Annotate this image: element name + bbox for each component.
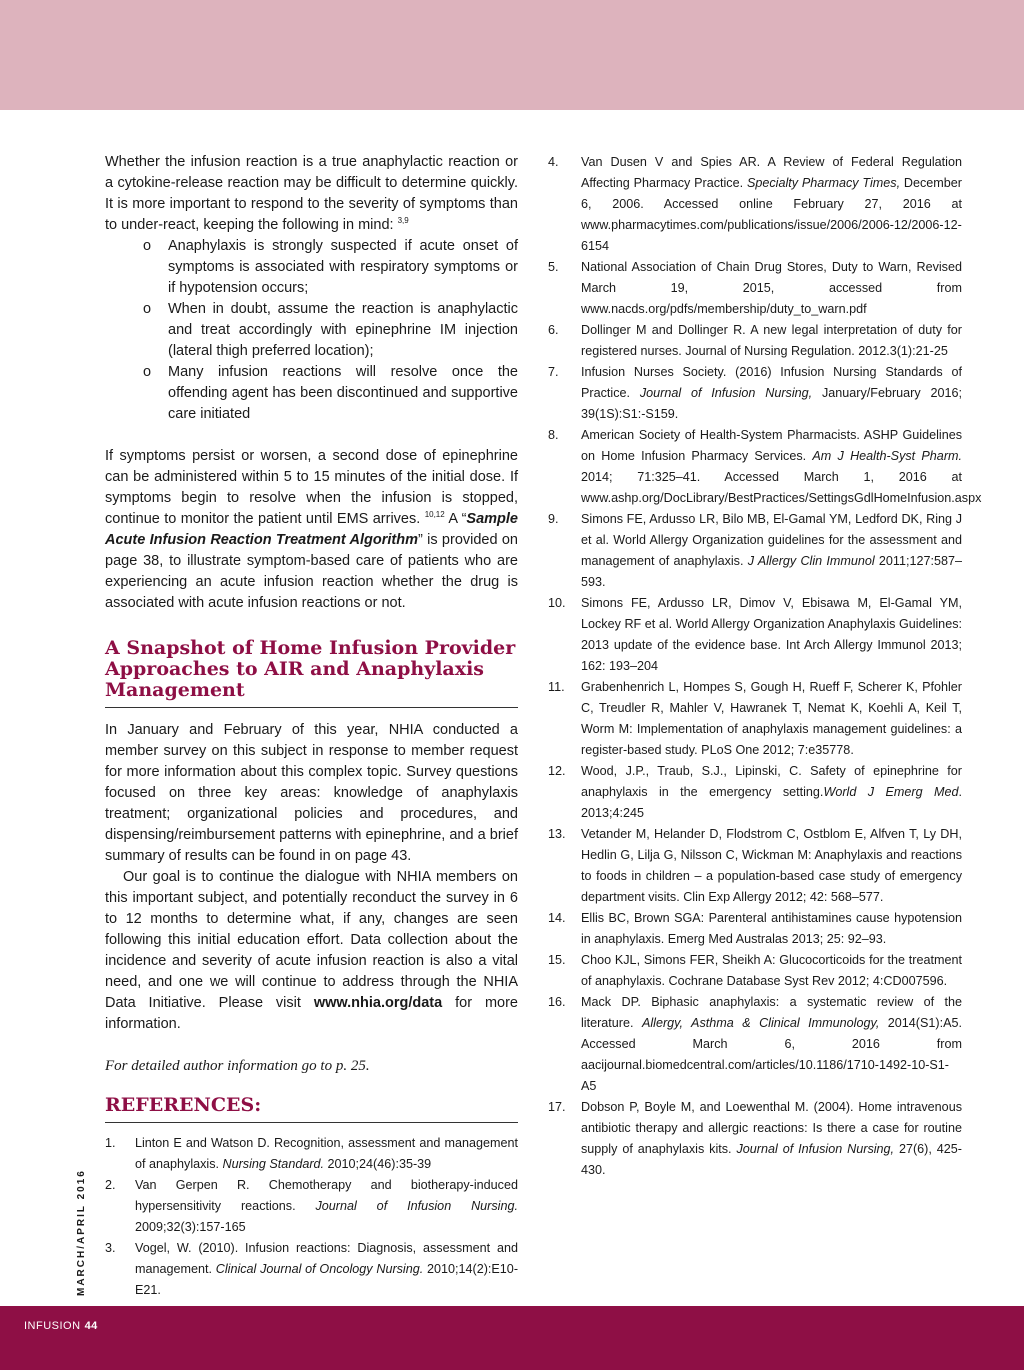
reference-item: 1. Linton E and Watson D. Recognition, assessment and management of anaphylaxis. Nursing Standard. 2010;24(46):35-39 xyxy=(105,1136,518,1171)
bullet-list xyxy=(105,236,518,425)
reference-item: 8. American Society of Health-System Pharmacists. ASHP Guidelines on Home Infusion Pharmacy Services. Am J Health-Syst Pharm. 2014; 71:325–41. Accessed March 1, 2016 at www.ashp.org/DocLibrary/BestPractices/SettingsGdlHomeInfusion.aspx xyxy=(548,428,982,505)
reference-item: 14. Ellis BC, Brown SGA: Parenteral antihistamines cause hypotension in anaphylaxis. Emerg Med Australas 2013; 25: 92–93. xyxy=(548,911,962,946)
author-note: For detailed author information go to p. 25. xyxy=(105,1058,370,1074)
survey-paragraph: In January and February of this year, NHIA conducted a member survey on this subject in response to member request for more information about this complex topic. Survey questions focused on three key areas: knowledge of anaphylaxis treatment; organizational policies and procedures, and dispensing/reimbursement patterns with epinephrine, and a brief summary of results can be found in on page 43. xyxy=(105,722,518,864)
reference-item: 15. Choo KJL, Simons FER, Sheikh A: Glucocorticoids for the treatment of anaphylaxis. Cochrane Database Syst Rev 2012; 4:CD007596. xyxy=(548,953,962,988)
footer-band xyxy=(0,1306,1024,1370)
reference-item: 7. Infusion Nurses Society. (2016) Infusion Nursing Standards of Practice. Journal of Infusion Nursing, January/February 2016; 39(1S):S1:-S159. xyxy=(548,365,962,421)
header-band xyxy=(0,0,1024,110)
epinephrine-paragraph: If symptoms persist or worsen, a second dose of epinephrine can be administered within 5 to 15 minutes of the initial dose. If symptoms begin to resolve when the infusion is stopped, continue to monitor the patient until EMS arrives. $^{10,12}$ A “Sample Acute Infusion Reaction Treatment Algorithm” is provided on page 38, to illustrate symptom-based care of patients who are experiencing an acute infusion reaction whether the drug is associated with acute infusion reactions or not. xyxy=(105,448,519,611)
list-item: o Many infusion reactions will resolve once the offending agent has been discontinued and supportive care initiated xyxy=(143,364,518,422)
reference-item: 3. Vogel, W. (2010). Infusion reactions: Diagnosis, assessment and management. Clinical Journal of Oncology Nursing. 2010;14(2):E10-E21. xyxy=(105,1241,519,1297)
reference-list-right xyxy=(548,152,982,1181)
footer-brand xyxy=(24,1320,98,1332)
left-column xyxy=(105,152,518,1301)
reference-item: 6. Dollinger M and Dollinger R. A new legal interpretation of duty for registered nurses. Journal of Nursing Regulation. 2012.3(1):21-25 xyxy=(548,323,962,358)
reference-item: 5. National Association of Chain Drug Stores, Duty to Warn, Revised March 19, 2015, accessed from www.nacds.org/pdfs/membership/duty_to_warn.pdf xyxy=(548,260,962,316)
page-number: 44 xyxy=(84,1320,98,1332)
brand-logo: INFUSION xyxy=(24,1320,81,1332)
reference-item: 9. Simons FE, Ardusso LR, Bilo MB, El-Gamal YM, Ledford DK, Ring J et al. World Allergy Organization guidelines for the assessment and management of anaphylaxis. J Allergy Clin Immunol 2011;127:587–593. xyxy=(548,512,962,589)
reference-item: 13. Vetander M, Helander D, Flodstrom C, Ostblom E, Alfven T, Ly DH, Hedlin G, Lilja G, Nilsson C, Wickman M: Anaphylaxis and reactions to foods in children – a population-based case study of emergency department visits. Clin Exp Allergy 2012; 42: 568–577. xyxy=(548,827,962,904)
references-heading: REFERENCES: xyxy=(105,1095,518,1123)
reference-item: 4. Van Dusen V and Spies AR. A Review of Federal Regulation Affecting Pharmacy Practice. Specialty Pharmacy Times, December 6, 2006. Accessed online February 27, 2016 at www.pharmacytimes.com/publications/issue/2006/2006-12/2006-12-6154 xyxy=(548,155,962,253)
right-column xyxy=(548,152,982,1181)
reference-item: 12. Wood, J.P., Traub, S.J., Lipinski, C. Safety of epinephrine for anaphylaxis in the emergency setting.World J Emerg Med. 2013;4:245 xyxy=(548,764,962,820)
reference-item: 16. Mack DP. Biphasic anaphylaxis: a systematic review of the literature. Allergy, Asthma & Clinical Immunology, 2014(S1):A5. Accessed March 6, 2016 from aacijournal.biomedcentral.com/articles/10.1186/1710-1492-10-S1-A5 xyxy=(548,995,962,1093)
section-heading: A Snapshot of Home Infusion Provider Approaches to AIR and Anaphylaxis Management xyxy=(105,638,518,708)
issue-date-label: MARCH/APRIL 2016 xyxy=(76,1169,87,1296)
reference-list-left xyxy=(105,1133,518,1301)
reference-item: 11. Grabenhenrich L, Hompes S, Gough H, Rueff F, Scherer K, Pfohler C, Treudler R, Mahler V, Hawranek T, Nemat K, Koehli A, Keil T, Worm M: Implementation of anaphylaxis management guidelines: a register-based study. PLoS One 2012; 7:e35778. xyxy=(548,680,962,757)
intro-paragraph: Whether the infusion reaction is a true anaphylactic reaction or a cytokine-release reaction may be difficult to determine quickly. It is more important to respond to the severity of symptoms than to under-react, keeping the following in mind: $^{3,9}$ xyxy=(105,154,518,233)
list-item: o When in doubt, assume the reaction is anaphylactic and treat accordingly with epinephrine IM injection (lateral thigh preferred location); xyxy=(143,301,518,359)
reference-item: 2. Van Gerpen R. Chemotherapy and biotherapy-induced hypersensitivity reactions. Journal of Infusion Nursing. 2009;32(3):157-165 xyxy=(105,1178,518,1234)
reference-item: 10. Simons FE, Ardusso LR, Dimov V, Ebisawa M, El-Gamal YM, Lockey RF et al. World Allergy Organization Anaphylaxis Guidelines: 2013 update of the evidence base. Int Arch Allergy Immunol 2013; 162: 193–204 xyxy=(548,596,962,673)
list-item: o Anaphylaxis is strongly suspected if acute onset of symptoms is associated with respiratory symptoms or if hypotension occurs; xyxy=(143,238,518,296)
reference-item: 17. Dobson P, Boyle M, and Loewenthal M. (2004). Home intravenous antibiotic therapy and allergic reactions: Is there a case for routine supply of anaphylaxis kits. Journal of Infusion Nursing, 27(6), 425-430. xyxy=(548,1100,963,1177)
goal-paragraph: Our goal is to continue the dialogue with NHIA members on this important subject, and potentially reconduct the survey in 6 to 12 months to determine what, if any, changes are seen following this initial education effort. Data collection about the incidence and severity of acute infusion reaction is also a vital need, and one we will continue to address through the NHIA Data Initiative. Please visit www.nhia.org/data for more information. xyxy=(105,869,518,1032)
nhia-data-link[interactable]: www.nhia.org/data xyxy=(313,995,443,1011)
